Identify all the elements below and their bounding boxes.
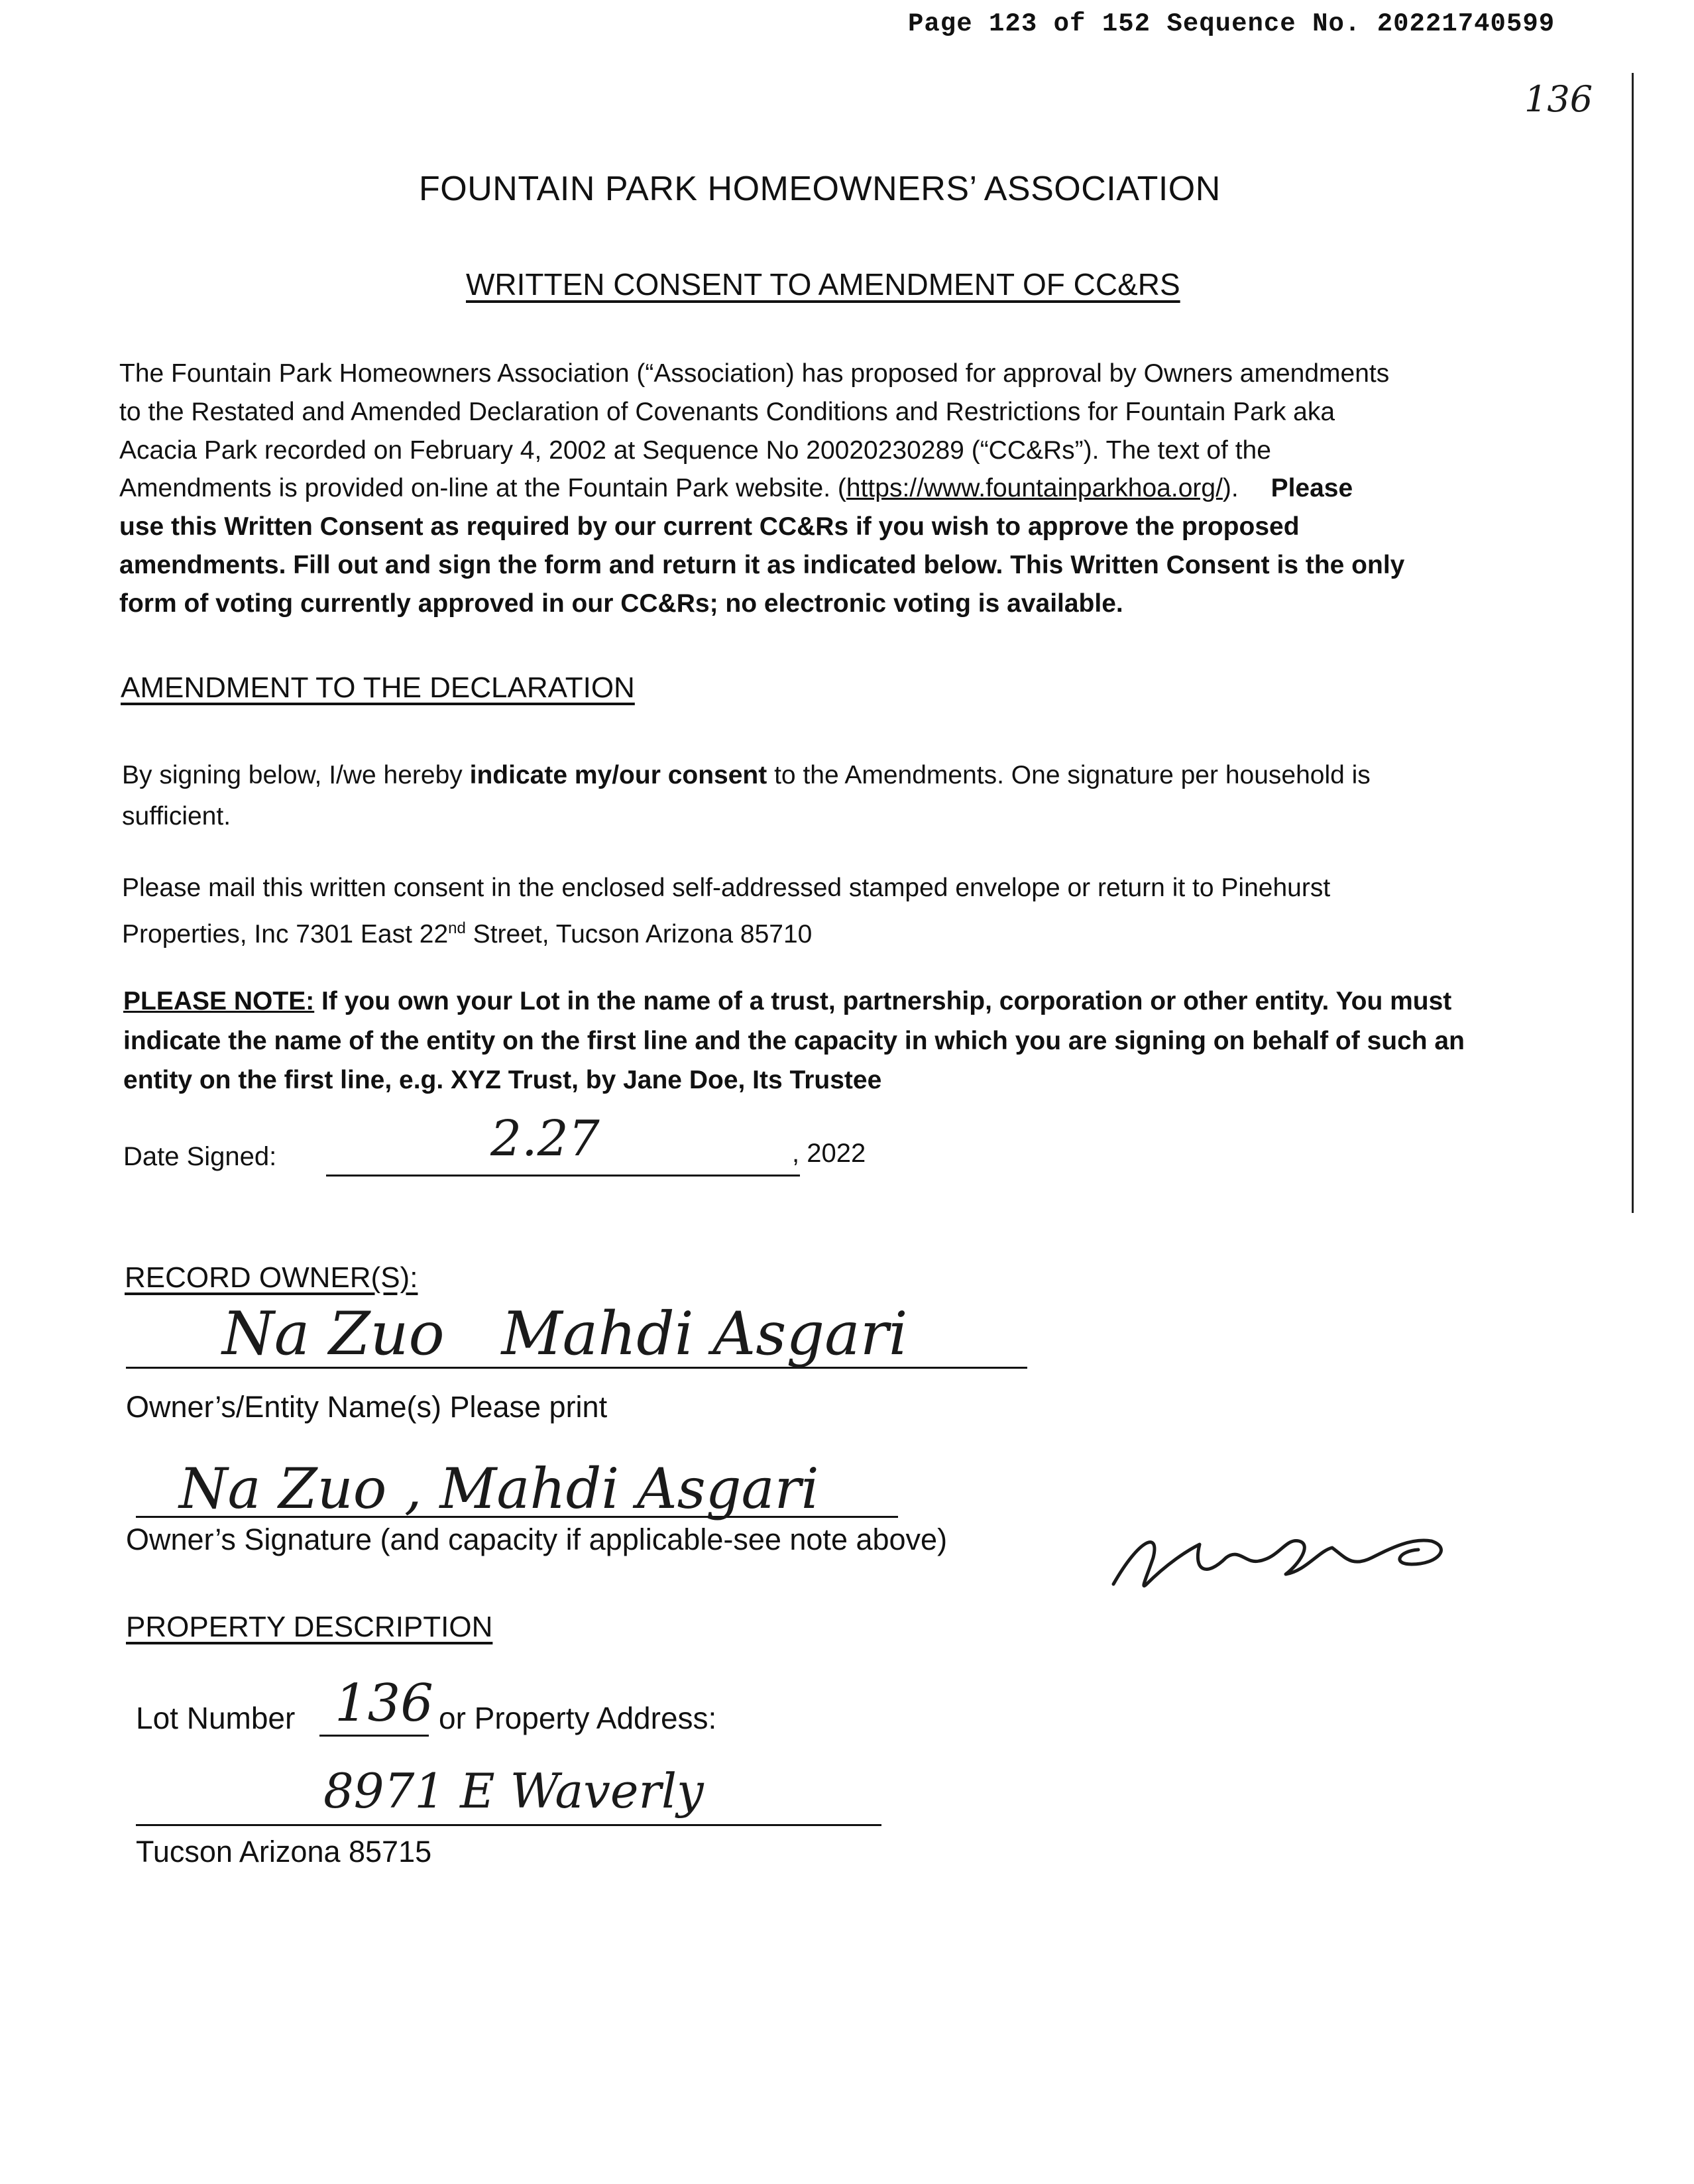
intro-line-4-suffix: ).	[1222, 474, 1239, 502]
website-link[interactable]: https://www.fountainparkhoa.org/	[846, 474, 1223, 502]
property-address-value[interactable]: 8971 E Waverly	[323, 1763, 704, 1819]
intro-line-1: The Fountain Park Homeowners Association (“Association) has proposed for approval by Owners amendments	[119, 359, 1390, 388]
intro-line-6: amendments. Fill out and sign the form and return it as indicated below. This Written Consent is the only	[119, 551, 1405, 579]
owner-signature-label: Owner’s Signature (and capacity if applicable-see note above)	[126, 1523, 948, 1556]
property-address-line	[136, 1824, 881, 1826]
intro-please: Please	[1270, 474, 1353, 502]
property-address-label: or Property Address:	[439, 1701, 717, 1735]
lot-number-value[interactable]: 136	[335, 1674, 433, 1733]
date-value[interactable]: 2.27	[490, 1110, 600, 1167]
document-subtitle: WRITTEN CONSENT TO AMENDMENT OF CC&RS	[466, 267, 1180, 302]
lot-number-line	[319, 1735, 429, 1737]
consent-line-1	[122, 756, 1371, 795]
note-label: PLEASE NOTE:	[123, 987, 315, 1015]
consent-suffix: to the Amendments. One signature per household is	[767, 761, 1371, 789]
date-line	[326, 1175, 800, 1177]
owner-signature[interactable]: Na Zuo , Mahdi Asgari	[179, 1456, 819, 1521]
note-line-1	[123, 982, 1451, 1021]
signature-stroke-1	[1113, 1540, 1441, 1586]
corner-handwritten-note: 136	[1524, 78, 1593, 120]
document-title: FOUNTAIN PARK HOMEOWNERS’ ASSOCIATION	[419, 170, 1221, 208]
intro-line-5: use this Written Consent as required by our current CC&Rs if you wish to approve the proposed	[119, 512, 1300, 541]
date-signed-label: Date Signed:	[123, 1142, 277, 1171]
mail-line-2-prefix: Properties, Inc 7301 East 22	[122, 920, 449, 948]
mail-line-2	[122, 909, 812, 954]
intro-line-7: form of voting currently approved in our CC&Rs; no electronic voting is available.	[119, 589, 1123, 618]
consent-line-2: sufficient.	[122, 802, 231, 831]
intro-line-4	[119, 469, 1353, 508]
city-line: Tucson Arizona 85715	[136, 1835, 432, 1868]
note-line-3: entity on the first line, e.g. XYZ Trust, by Jane Doe, Its Trustee	[123, 1066, 882, 1094]
property-heading: PROPERTY DESCRIPTION	[126, 1611, 493, 1643]
note-text-1: If you own your Lot in the name of a trust, partnership, corporation or other entity. You must	[314, 987, 1452, 1015]
mail-line-1: Please mail this written consent in the enclosed self-addressed stamped envelope or return it to Pinehurst	[122, 874, 1331, 902]
date-year: , 2022	[792, 1139, 866, 1168]
record-owners-heading: RECORD OWNER(S):	[125, 1261, 418, 1294]
extra-signature-scribble	[1100, 1511, 1471, 1604]
intro-line-3: Acacia Park recorded on February 4, 2002 at Sequence No 20020230289 (“CC&Rs”). The text of the	[119, 436, 1271, 465]
consent-prefix: By signing below, I/we hereby	[122, 761, 470, 789]
mail-line-2-suffix: Street, Tucson Arizona 85710	[465, 920, 813, 948]
owner-names[interactable]: Na Zuo Mahdi Asgari	[222, 1299, 908, 1369]
page-header: Page 123 of 152 Sequence No. 20221740599	[908, 9, 1555, 38]
right-margin-rule	[1632, 73, 1634, 1213]
intro-line-2: to the Restated and Amended Declaration of Covenants Conditions and Restrictions for Fountain Park aka	[119, 398, 1335, 426]
amendment-heading: AMENDMENT TO THE DECLARATION	[121, 671, 635, 704]
lot-number-label: Lot Number	[136, 1701, 296, 1735]
owner-names-label: Owner’s/Entity Name(s) Please print	[126, 1390, 608, 1424]
intro-line-4-prefix: Amendments is provided on-line at the Fountain Park website. (	[119, 474, 846, 502]
note-line-2: indicate the name of the entity on the first line and the capacity in which you are signing on behalf of such an	[123, 1027, 1465, 1055]
mail-superscript: nd	[448, 919, 466, 937]
consent-bold: indicate my/our consent	[469, 761, 767, 789]
